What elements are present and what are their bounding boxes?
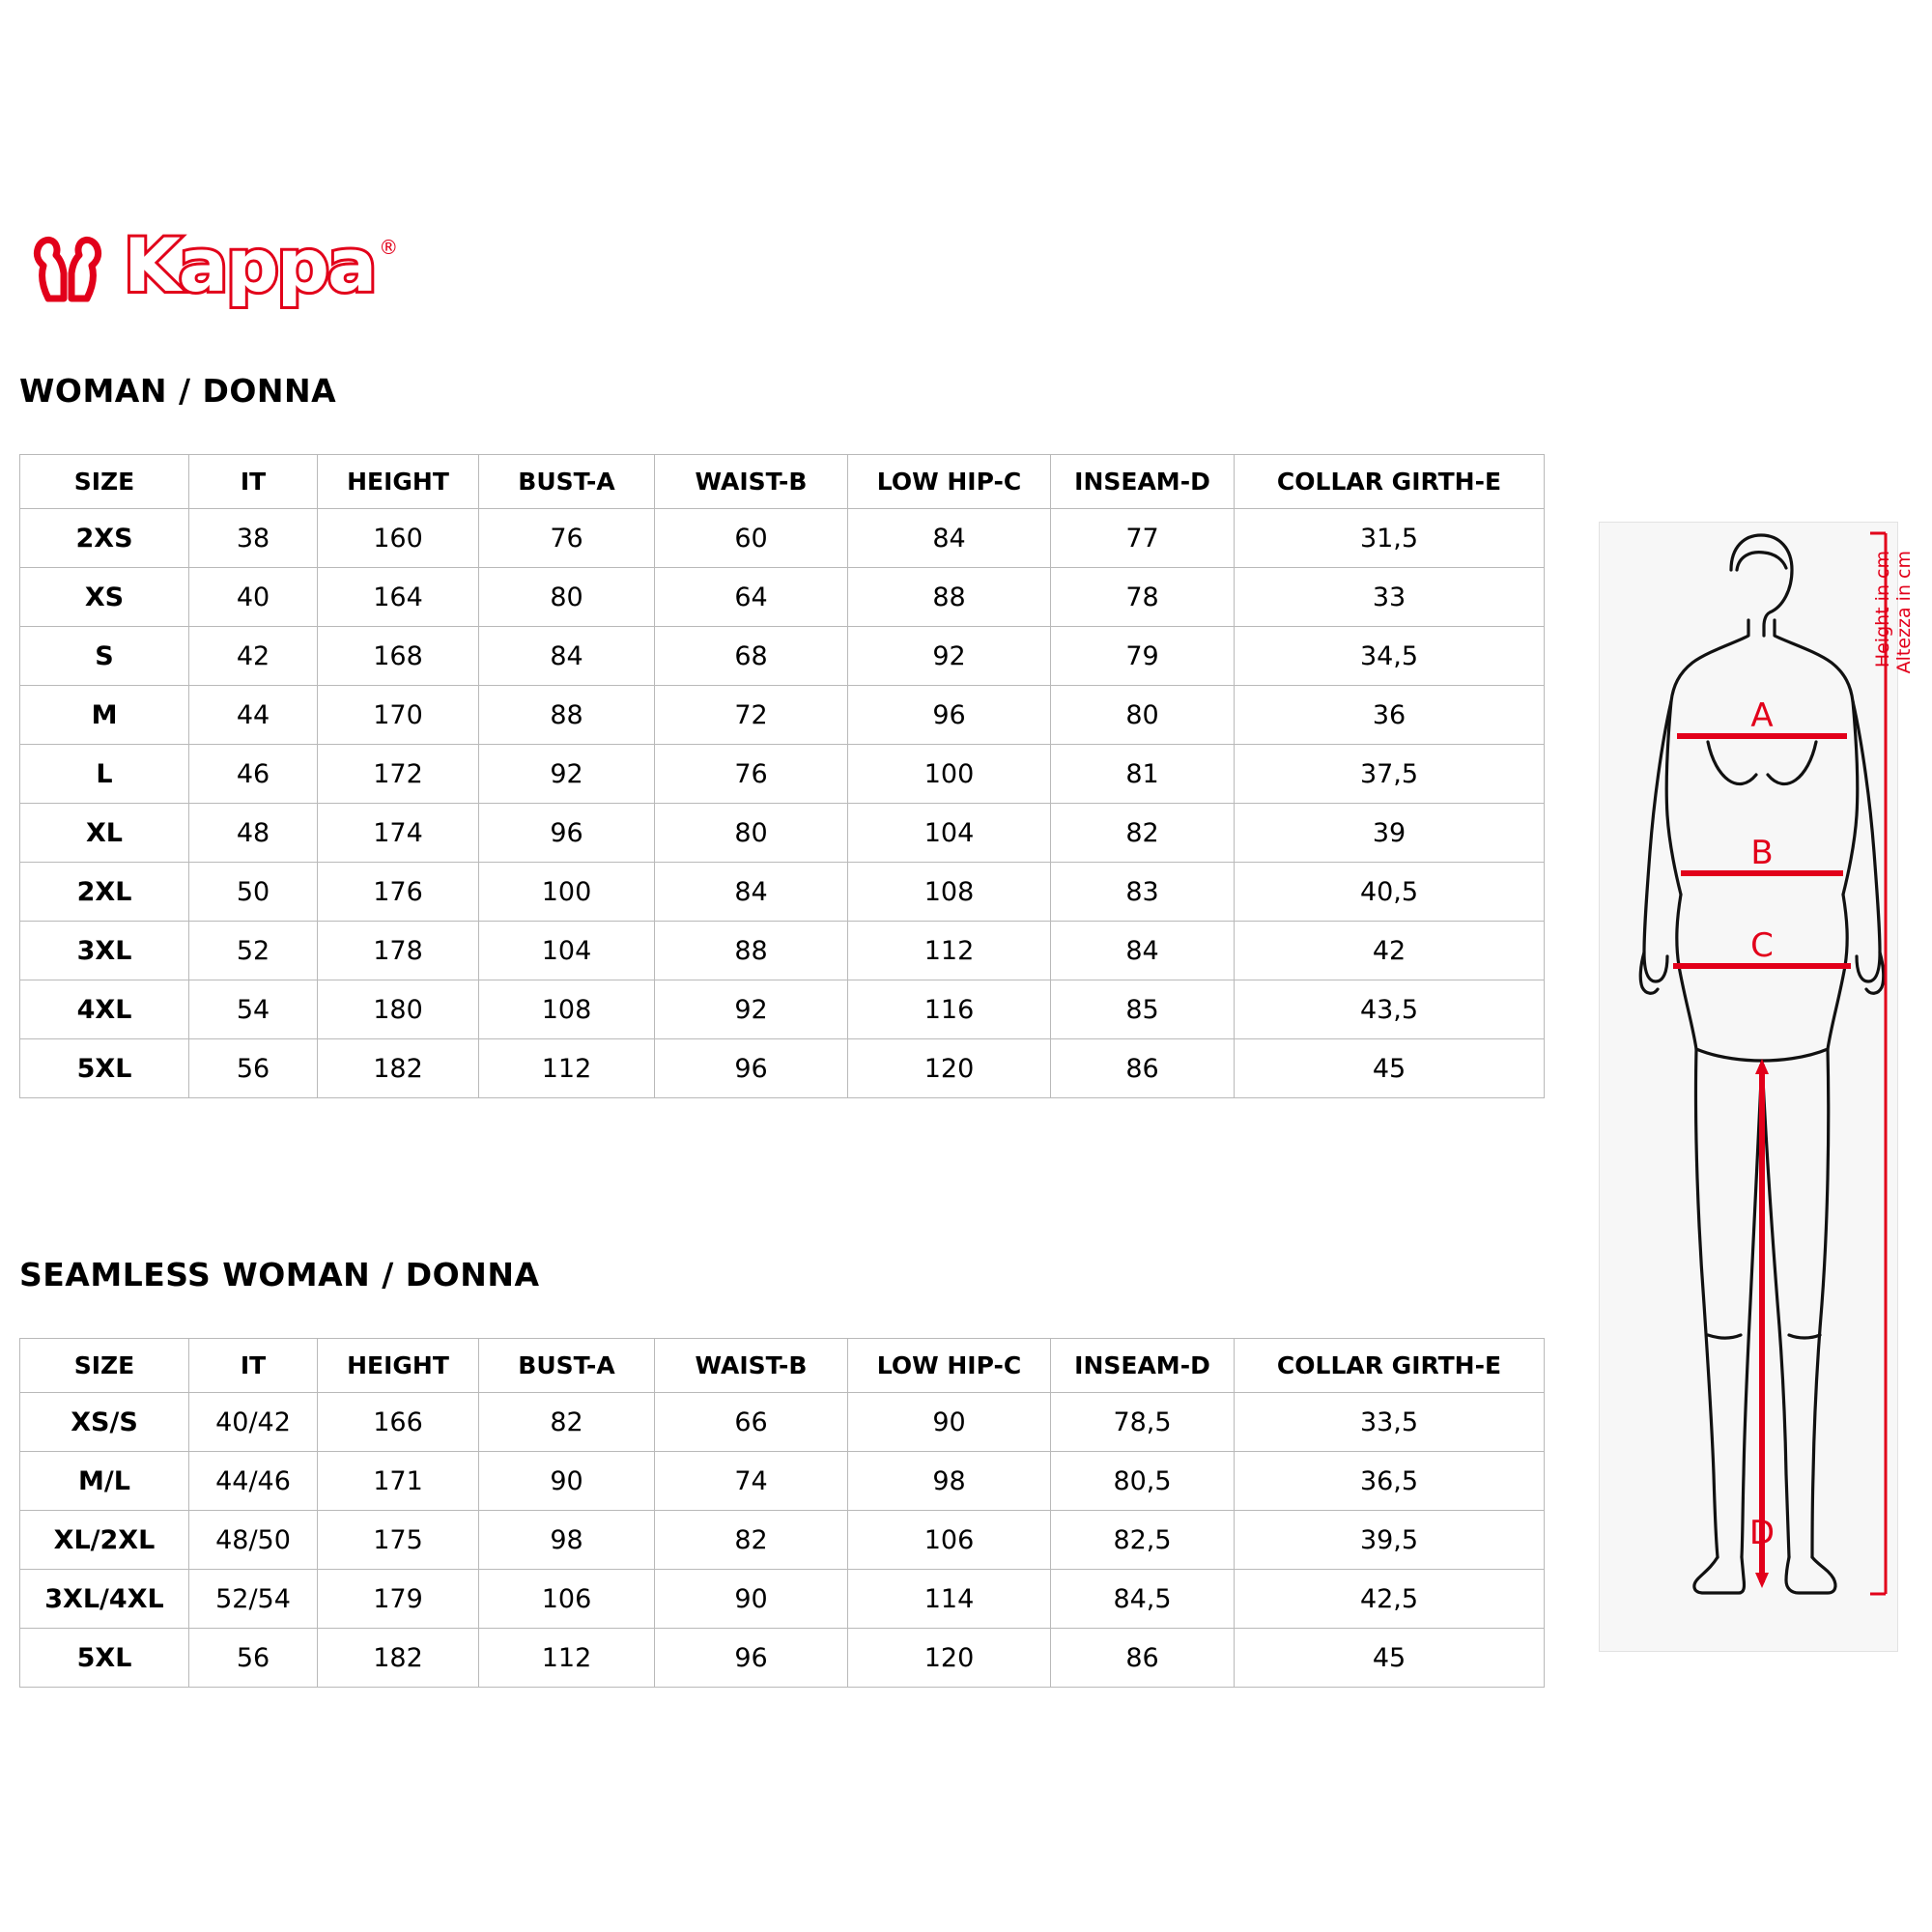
col-header-height: HEIGHT bbox=[318, 1339, 479, 1393]
cell-waist: 84 bbox=[655, 863, 848, 922]
cell-bust: 88 bbox=[479, 686, 655, 745]
cell-low-hip: 92 bbox=[848, 627, 1051, 686]
cell-height: 168 bbox=[318, 627, 479, 686]
cell-low-hip: 84 bbox=[848, 509, 1051, 568]
table-row bbox=[20, 980, 1545, 1039]
registered-mark: ® bbox=[379, 236, 399, 259]
cell-inseam: 78,5 bbox=[1051, 1393, 1235, 1452]
cell-it: 56 bbox=[189, 1039, 318, 1098]
col-header-bust: BUST-A bbox=[479, 1339, 655, 1393]
col-header-size: SIZE bbox=[20, 1339, 189, 1393]
cell-waist: 68 bbox=[655, 627, 848, 686]
cell-low-hip: 112 bbox=[848, 922, 1051, 980]
cell-inseam: 86 bbox=[1051, 1629, 1235, 1688]
cell-inseam: 84 bbox=[1051, 922, 1235, 980]
cell-low-hip: 98 bbox=[848, 1452, 1051, 1511]
height-label-en: Height in cm bbox=[1872, 551, 1893, 668]
cell-height: 172 bbox=[318, 745, 479, 804]
cell-it: 44/46 bbox=[189, 1452, 318, 1511]
cell-waist: 72 bbox=[655, 686, 848, 745]
cell-size: M/L bbox=[20, 1452, 189, 1511]
col-header-waist: WAIST-B bbox=[655, 1339, 848, 1393]
cell-it: 54 bbox=[189, 980, 318, 1039]
cell-waist: 64 bbox=[655, 568, 848, 627]
cell-bust: 98 bbox=[479, 1511, 655, 1570]
table-row bbox=[20, 568, 1545, 627]
cell-bust: 80 bbox=[479, 568, 655, 627]
height-label-it: Altezza in cm bbox=[1893, 551, 1915, 674]
cell-size: S bbox=[20, 627, 189, 686]
table-row bbox=[20, 1511, 1545, 1570]
cell-bust: 92 bbox=[479, 745, 655, 804]
marker-a: A bbox=[1750, 696, 1774, 735]
table-row bbox=[20, 627, 1545, 686]
cell-size: XS/S bbox=[20, 1393, 189, 1452]
cell-it: 40/42 bbox=[189, 1393, 318, 1452]
section-title-seamless: SEAMLESS WOMAN / DONNA bbox=[19, 1256, 540, 1293]
col-header-inseam: INSEAM-D bbox=[1051, 1339, 1235, 1393]
cell-waist: 80 bbox=[655, 804, 848, 863]
cell-bust: 112 bbox=[479, 1039, 655, 1098]
cell-it: 38 bbox=[189, 509, 318, 568]
height-axis-label bbox=[1872, 551, 1915, 763]
cell-size: XS bbox=[20, 568, 189, 627]
cell-low-hip: 100 bbox=[848, 745, 1051, 804]
cell-collar-girth: 45 bbox=[1235, 1039, 1545, 1098]
cell-waist: 88 bbox=[655, 922, 848, 980]
marker-d: D bbox=[1748, 1514, 1776, 1552]
cell-size: XL bbox=[20, 804, 189, 863]
cell-inseam: 86 bbox=[1051, 1039, 1235, 1098]
cell-low-hip: 120 bbox=[848, 1039, 1051, 1098]
table-header-row bbox=[20, 1339, 1545, 1393]
cell-inseam: 82 bbox=[1051, 804, 1235, 863]
table-row bbox=[20, 1039, 1545, 1098]
col-header-low-hip: LOW HIP-C bbox=[848, 1339, 1051, 1393]
cell-size: L bbox=[20, 745, 189, 804]
table-row bbox=[20, 922, 1545, 980]
cell-collar-girth: 33,5 bbox=[1235, 1393, 1545, 1452]
cell-inseam: 80,5 bbox=[1051, 1452, 1235, 1511]
col-header-inseam: INSEAM-D bbox=[1051, 455, 1235, 509]
cell-low-hip: 106 bbox=[848, 1511, 1051, 1570]
cell-collar-girth: 40,5 bbox=[1235, 863, 1545, 922]
cell-height: 171 bbox=[318, 1452, 479, 1511]
cell-waist: 90 bbox=[655, 1570, 848, 1629]
cell-inseam: 83 bbox=[1051, 863, 1235, 922]
cell-waist: 92 bbox=[655, 980, 848, 1039]
cell-waist: 74 bbox=[655, 1452, 848, 1511]
cell-low-hip: 90 bbox=[848, 1393, 1051, 1452]
table-row bbox=[20, 1629, 1545, 1688]
cell-collar-girth: 37,5 bbox=[1235, 745, 1545, 804]
cell-height: 182 bbox=[318, 1039, 479, 1098]
col-header-it: IT bbox=[189, 1339, 318, 1393]
cell-collar-girth: 36,5 bbox=[1235, 1452, 1545, 1511]
cell-collar-girth: 39,5 bbox=[1235, 1511, 1545, 1570]
cell-collar-girth: 45 bbox=[1235, 1629, 1545, 1688]
cell-height: 164 bbox=[318, 568, 479, 627]
marker-c: C bbox=[1750, 926, 1774, 965]
cell-height: 176 bbox=[318, 863, 479, 922]
cell-it: 52 bbox=[189, 922, 318, 980]
cell-collar-girth: 36 bbox=[1235, 686, 1545, 745]
table-row bbox=[20, 686, 1545, 745]
cell-low-hip: 104 bbox=[848, 804, 1051, 863]
cell-bust: 108 bbox=[479, 980, 655, 1039]
cell-it: 40 bbox=[189, 568, 318, 627]
cell-waist: 96 bbox=[655, 1039, 848, 1098]
cell-low-hip: 108 bbox=[848, 863, 1051, 922]
cell-it: 56 bbox=[189, 1629, 318, 1688]
cell-it: 42 bbox=[189, 627, 318, 686]
cell-waist: 82 bbox=[655, 1511, 848, 1570]
col-header-collar-girth: COLLAR GIRTH-E bbox=[1235, 455, 1545, 509]
brand-logo bbox=[19, 222, 531, 309]
cell-bust: 84 bbox=[479, 627, 655, 686]
cell-height: 182 bbox=[318, 1629, 479, 1688]
table-row bbox=[20, 509, 1545, 568]
col-header-waist: WAIST-B bbox=[655, 455, 848, 509]
cell-low-hip: 88 bbox=[848, 568, 1051, 627]
table-row bbox=[20, 863, 1545, 922]
cell-size: 5XL bbox=[20, 1629, 189, 1688]
cell-inseam: 81 bbox=[1051, 745, 1235, 804]
col-header-collar-girth: COLLAR GIRTH-E bbox=[1235, 1339, 1545, 1393]
cell-low-hip: 120 bbox=[848, 1629, 1051, 1688]
cell-inseam: 85 bbox=[1051, 980, 1235, 1039]
table-row bbox=[20, 804, 1545, 863]
cell-it: 44 bbox=[189, 686, 318, 745]
cell-collar-girth: 43,5 bbox=[1235, 980, 1545, 1039]
cell-low-hip: 116 bbox=[848, 980, 1051, 1039]
cell-collar-girth: 42,5 bbox=[1235, 1570, 1545, 1629]
col-header-it: IT bbox=[189, 455, 318, 509]
cell-it: 50 bbox=[189, 863, 318, 922]
col-header-size: SIZE bbox=[20, 455, 189, 509]
cell-inseam: 80 bbox=[1051, 686, 1235, 745]
cell-collar-girth: 39 bbox=[1235, 804, 1545, 863]
marker-b: B bbox=[1750, 834, 1774, 872]
table-row bbox=[20, 1570, 1545, 1629]
cell-height: 180 bbox=[318, 980, 479, 1039]
cell-collar-girth: 42 bbox=[1235, 922, 1545, 980]
cell-bust: 104 bbox=[479, 922, 655, 980]
kappa-omini-logo-icon bbox=[19, 227, 116, 304]
col-header-low-hip: LOW HIP-C bbox=[848, 455, 1051, 509]
cell-inseam: 78 bbox=[1051, 568, 1235, 627]
cell-bust: 112 bbox=[479, 1629, 655, 1688]
cell-height: 170 bbox=[318, 686, 479, 745]
cell-waist: 60 bbox=[655, 509, 848, 568]
cell-waist: 96 bbox=[655, 1629, 848, 1688]
cell-bust: 96 bbox=[479, 804, 655, 863]
table-row bbox=[20, 1393, 1545, 1452]
cell-it: 48/50 bbox=[189, 1511, 318, 1570]
cell-height: 174 bbox=[318, 804, 479, 863]
cell-height: 160 bbox=[318, 509, 479, 568]
cell-collar-girth: 34,5 bbox=[1235, 627, 1545, 686]
cell-waist: 66 bbox=[655, 1393, 848, 1452]
cell-bust: 100 bbox=[479, 863, 655, 922]
cell-low-hip: 96 bbox=[848, 686, 1051, 745]
size-table-woman bbox=[19, 454, 1545, 1098]
cell-size: 2XS bbox=[20, 509, 189, 568]
cell-it: 48 bbox=[189, 804, 318, 863]
cell-size: XL/2XL bbox=[20, 1511, 189, 1570]
col-header-bust: BUST-A bbox=[479, 455, 655, 509]
cell-height: 179 bbox=[318, 1570, 479, 1629]
table-row bbox=[20, 745, 1545, 804]
section-title-woman: WOMAN / DONNA bbox=[19, 372, 337, 410]
cell-collar-girth: 31,5 bbox=[1235, 509, 1545, 568]
brand-wordmark: Kappa bbox=[124, 222, 376, 308]
table-header-row bbox=[20, 455, 1545, 509]
table-row bbox=[20, 1452, 1545, 1511]
cell-inseam: 84,5 bbox=[1051, 1570, 1235, 1629]
cell-size: 3XL bbox=[20, 922, 189, 980]
cell-it: 46 bbox=[189, 745, 318, 804]
cell-collar-girth: 33 bbox=[1235, 568, 1545, 627]
cell-bust: 90 bbox=[479, 1452, 655, 1511]
cell-inseam: 82,5 bbox=[1051, 1511, 1235, 1570]
cell-waist: 76 bbox=[655, 745, 848, 804]
cell-size: 3XL/4XL bbox=[20, 1570, 189, 1629]
cell-bust: 76 bbox=[479, 509, 655, 568]
col-header-height: HEIGHT bbox=[318, 455, 479, 509]
cell-it: 52/54 bbox=[189, 1570, 318, 1629]
cell-inseam: 79 bbox=[1051, 627, 1235, 686]
cell-low-hip: 114 bbox=[848, 1570, 1051, 1629]
cell-size: 5XL bbox=[20, 1039, 189, 1098]
cell-height: 178 bbox=[318, 922, 479, 980]
cell-inseam: 77 bbox=[1051, 509, 1235, 568]
cell-size: M bbox=[20, 686, 189, 745]
cell-height: 175 bbox=[318, 1511, 479, 1570]
cell-height: 166 bbox=[318, 1393, 479, 1452]
cell-size: 4XL bbox=[20, 980, 189, 1039]
cell-bust: 82 bbox=[479, 1393, 655, 1452]
cell-bust: 106 bbox=[479, 1570, 655, 1629]
size-table-seamless bbox=[19, 1338, 1545, 1688]
cell-size: 2XL bbox=[20, 863, 189, 922]
